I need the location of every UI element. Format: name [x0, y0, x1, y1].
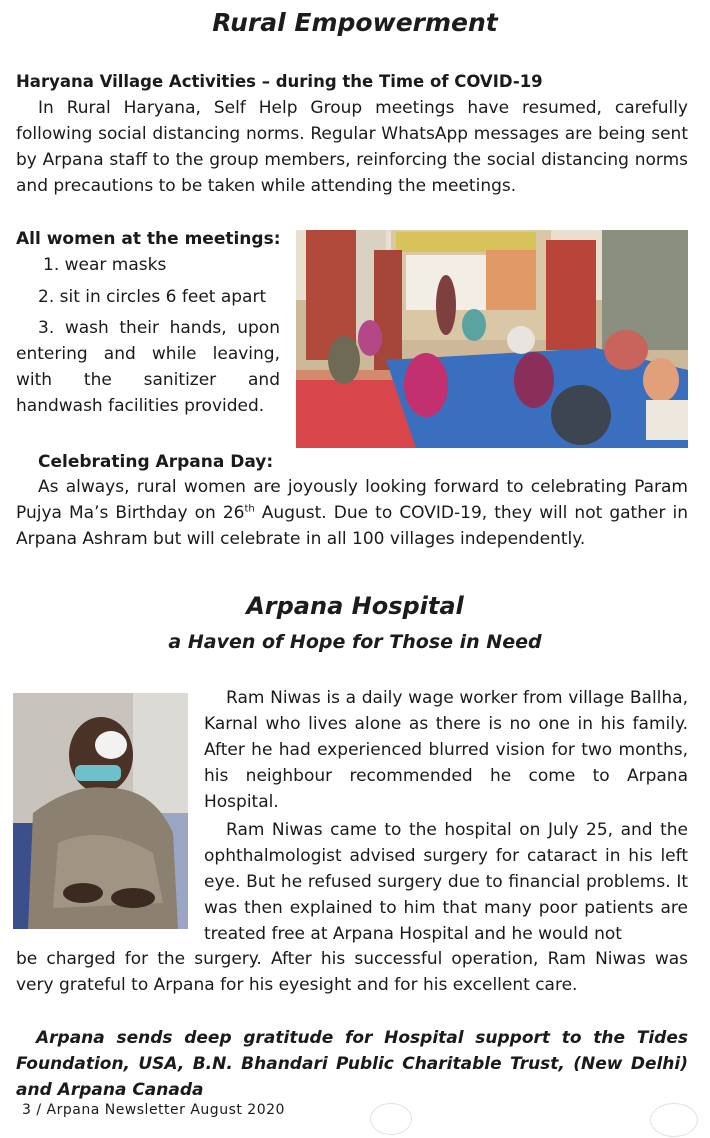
gratitude-note: Arpana sends deep gratitude for Hospital support to the Tides Foundation, USA, B.N. Bhandari Public Charitable Trust, (New Delhi) and Arpana Canada: [16, 1028, 688, 1100]
celebrating-heading: Celebrating Arpana Day:: [38, 452, 274, 472]
ordinal-suffix: th: [244, 503, 255, 515]
list-item-1: 1. wear masks: [43, 255, 167, 275]
list-heading: All women at the meetings:: [16, 229, 281, 249]
list-item-2: 2. sit in circles 6 feet apart: [38, 287, 267, 307]
decorative-blob-left: [370, 1103, 412, 1135]
activities-heading: Haryana Village Activities – during the Time of COVID-19: [16, 72, 543, 91]
hospital-paragraph-1: Ram Niwas is a daily wage worker from village Ballha, Karnal who lives alone as there is no one in his family. After he had experienced blurred vision for two months, his neighbour recommended he come to Arpana Hospital.: [204, 688, 688, 812]
decorative-blob-right: [650, 1103, 698, 1137]
celebrating-text-end: August. Due to COVID-19, they will not gather in Arpana Ashram but will celebrate in all 100 villages independently.: [16, 503, 689, 549]
section-title-rural-empowerment: Rural Empowerment: [212, 8, 498, 37]
celebrating-text-start: As always, rural women are joyously looking forward to celebrating Param Pujya Ma’s Birthday on 26: [16, 477, 688, 523]
activities-intro: In Rural Haryana, Self Help Group meetings have resumed, carefully following social distancing norms. Regular WhatsApp messages are being sent by Arpana staff to the group members, reinforcing the social distancing norms and precautions to be taken while attending the meetings.: [16, 98, 688, 196]
celebrating-paragraph: [16, 474, 688, 552]
hospital-paragraph-2-wrap: Ram Niwas came to the hospital on July 25, and the ophthalmologist advised surgery for cataract in his left eye. But he refused surgery due to financial problems. It was then explained to him that many poor patients are treated free at Arpana Hospital and he would not: [204, 820, 688, 944]
village-meeting-photo: [296, 230, 688, 448]
patient-photo: [13, 693, 188, 929]
page-footer: 3 / Arpana Newsletter August 2020: [22, 1102, 285, 1118]
hospital-paragraph-2-cont: be charged for the surgery. After his successful operation, Ram Niwas was very grateful to Arpana for his eyesight and for his excellent care.: [16, 949, 688, 995]
hospital-subtitle: a Haven of Hope for Those in Need: [168, 631, 542, 653]
list-item-3: 3. wash their hands, upon entering and while leaving, with the sanitizer and handwash facilities provided.: [16, 318, 280, 416]
section-title-arpana-hospital: Arpana Hospital: [246, 592, 464, 620]
